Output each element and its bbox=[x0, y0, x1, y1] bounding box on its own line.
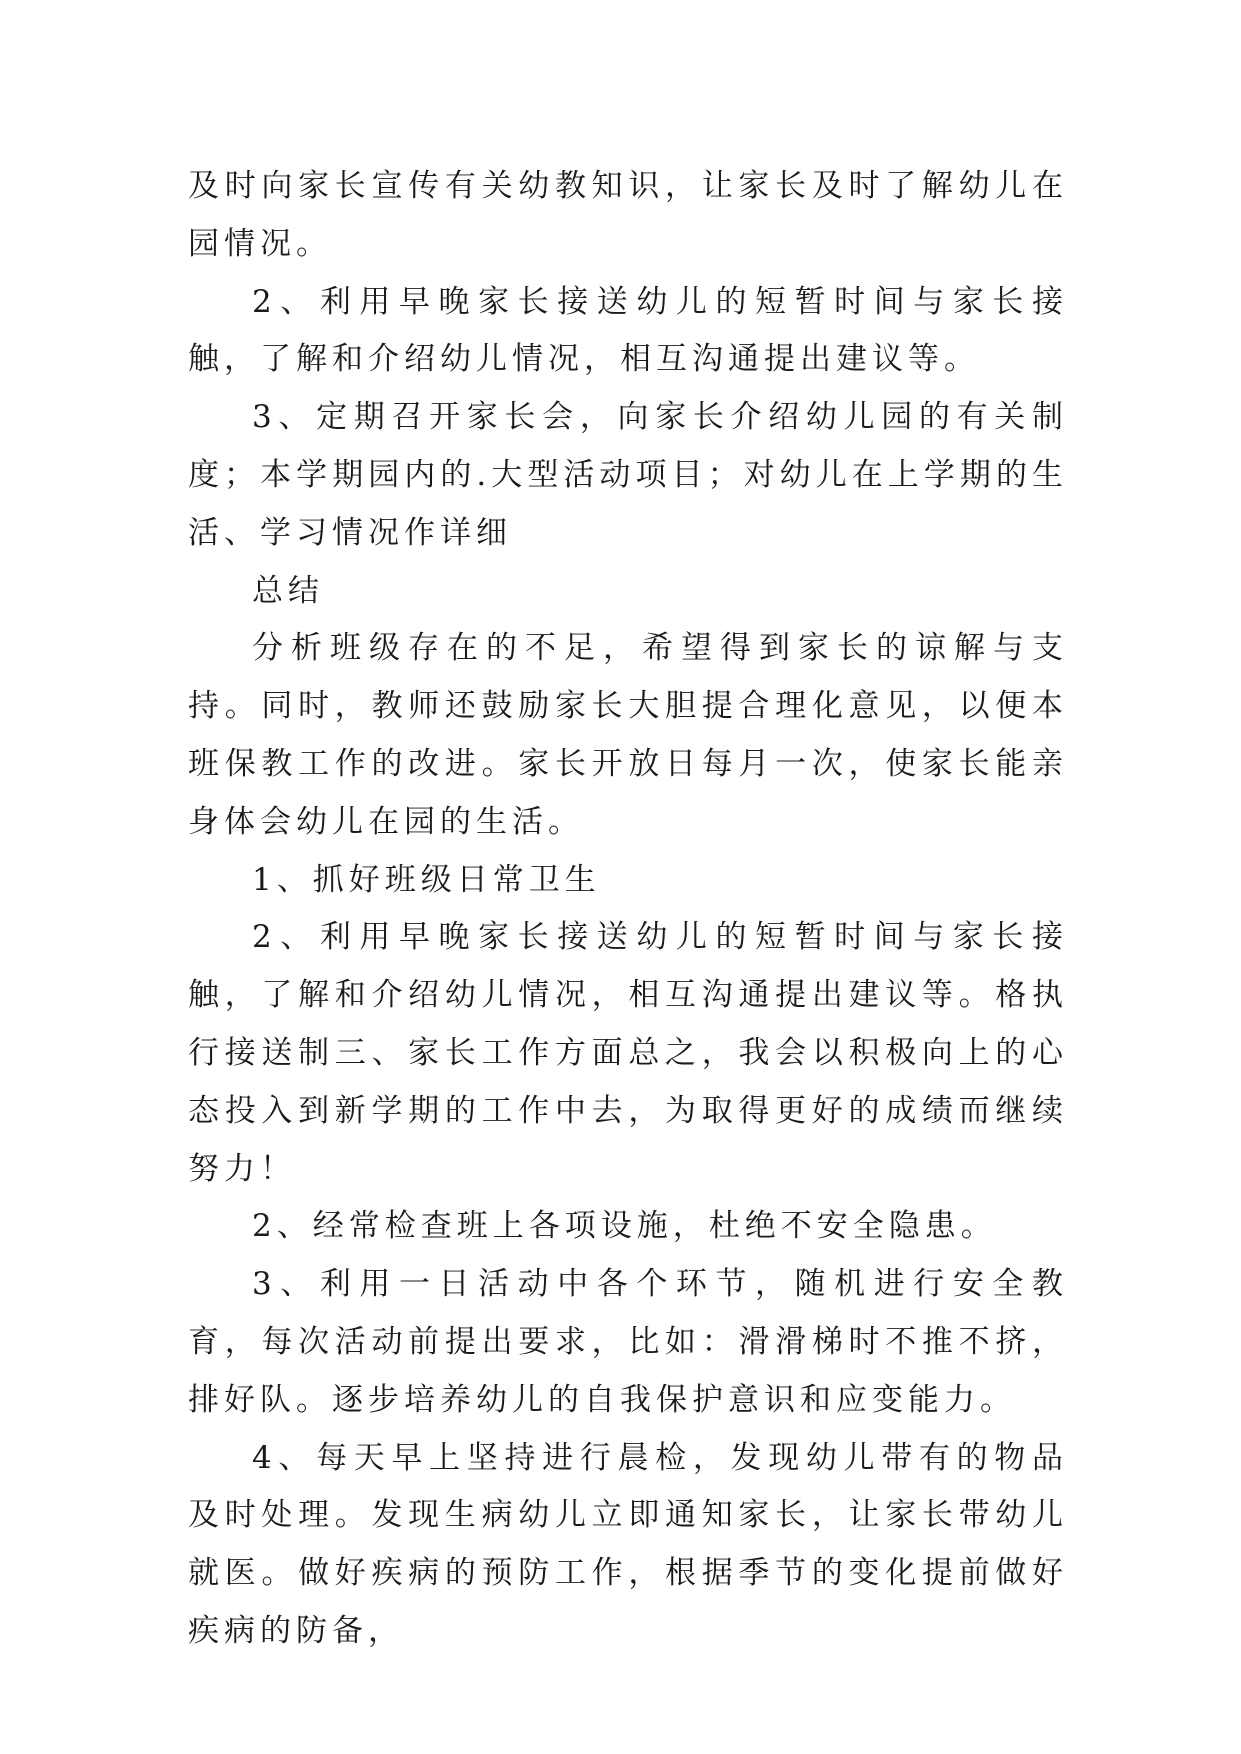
paragraph-5: 分析班级存在的不足，希望得到家长的谅解与支持。同时，教师还鼓励家长大胆提合理化意见，以便本班保教工作的改进。家长开放日每月一次，使家长能亲身体会幼儿在园的生活。 bbox=[188, 630, 1068, 840]
paragraph-8: 2、经常检查班上各项设施，杜绝不安全隐患。 bbox=[252, 1208, 997, 1245]
paragraph-2: 2、利用早晚家长接送幼儿的短暂时间与家长接触，了解和介绍幼儿情况，相互沟通提出建议等。 bbox=[188, 283, 1068, 378]
paragraph-10: 4、每天早上坚持进行晨检，发现幼儿带有的物品及时处理。发现生病幼儿立即通知家长，让家长带幼儿就医。做好疾病的预防工作，根据季节的变化提前做好疾病的防备， bbox=[188, 1439, 1068, 1649]
paragraph-9: 3、利用一日活动中各个环节，随机进行安全教育，每次活动前提出要求，比如：滑滑梯时不推不挤，排好队。逐步培养幼儿的自我保护意识和应变能力。 bbox=[188, 1266, 1068, 1418]
paragraph-6: 1、抓好班级日常卫生 bbox=[252, 861, 601, 898]
paragraph-3: 3、定期召开家长会，向家长介绍幼儿园的有关制度；本学期园内的.大型活动项目；对幼儿在上学期的生活、学习情况作详细 bbox=[188, 399, 1068, 551]
paragraph-7: 2、利用早晚家长接送幼儿的短暂时间与家长接触，了解和介绍幼儿情况，相互沟通提出建议等。格执行接送制三、家长工作方面总之，我会以积极向上的心态投入到新学期的工作中去，为取得更好的成绩而继续努力！ bbox=[188, 919, 1068, 1187]
paragraph-4: 总结 bbox=[252, 572, 324, 609]
paragraph-1: 及时向家长宣传有关幼教知识，让家长及时了解幼儿在园情况。 bbox=[188, 168, 1068, 262]
document-body bbox=[188, 158, 1068, 1661]
